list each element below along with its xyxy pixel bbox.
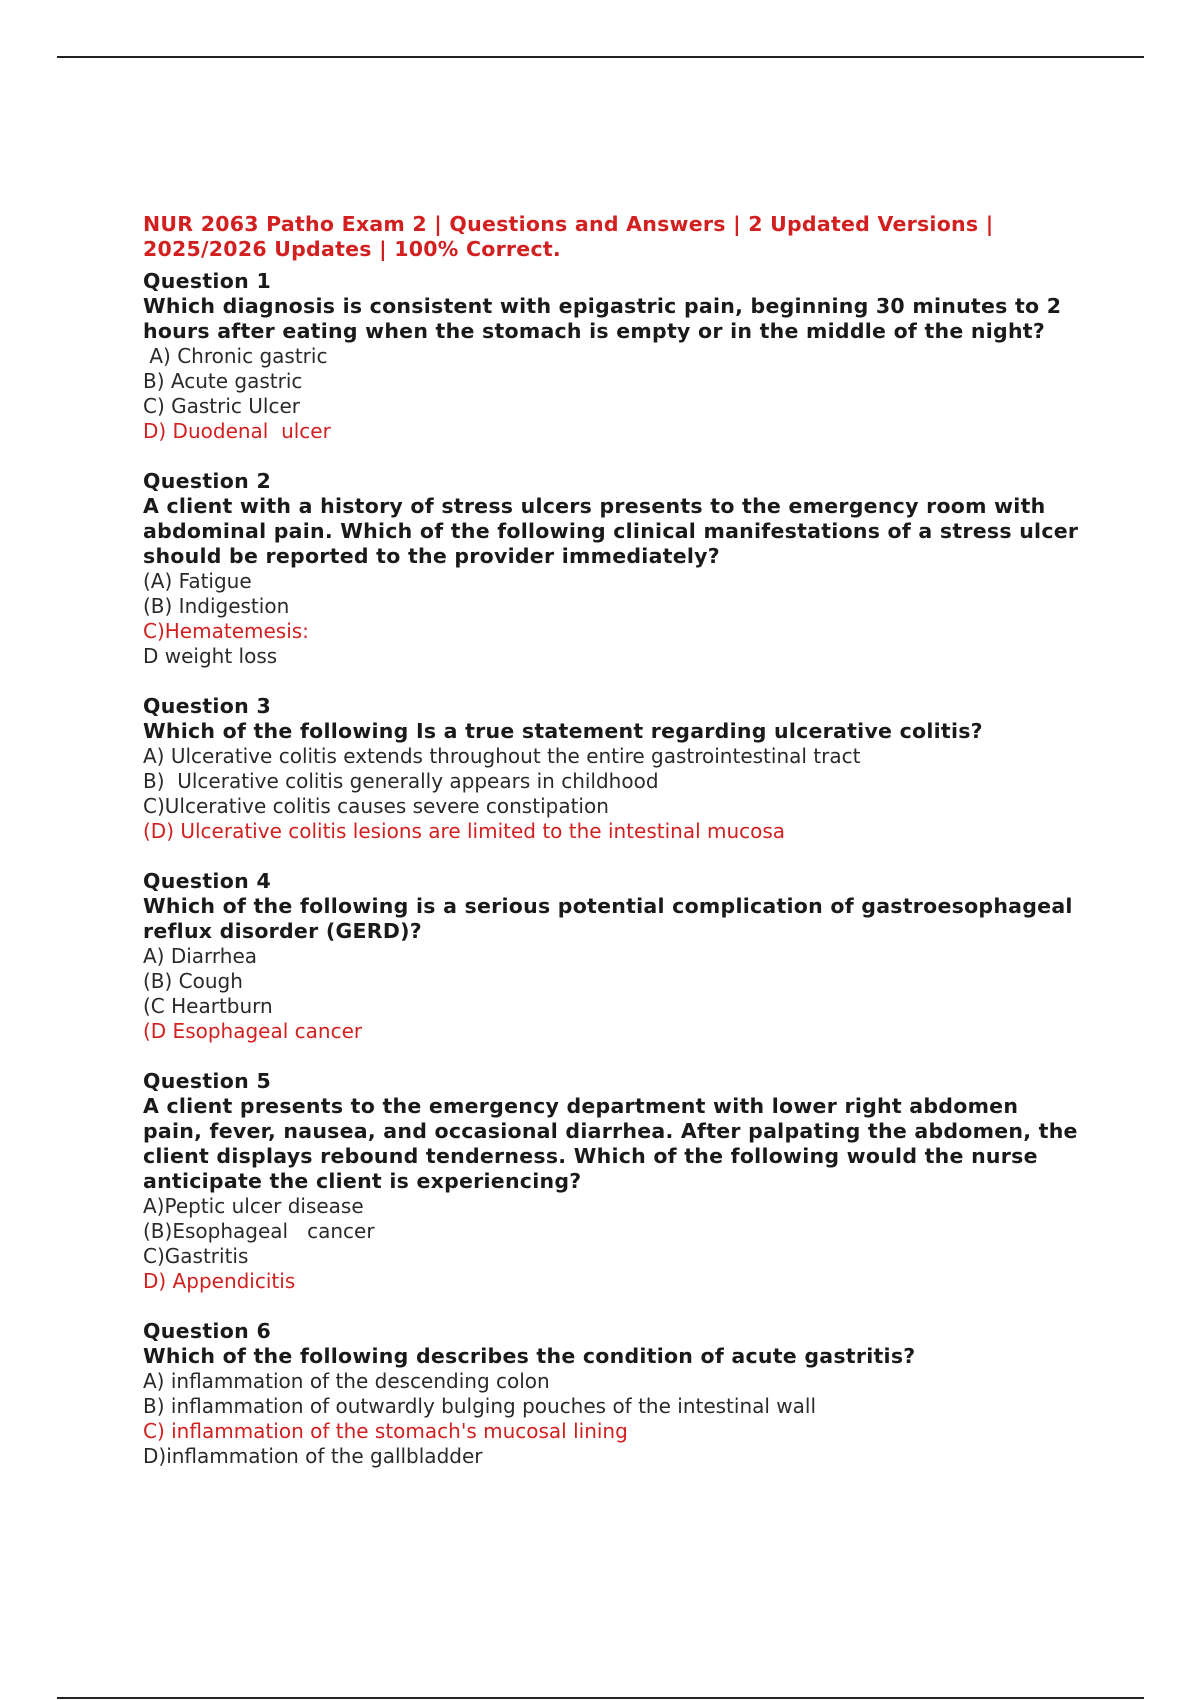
question-heading: Question 6 [143, 1319, 272, 1343]
question-text: Which of the following is a serious potential complication of gastroesophageal reflux disorder (GERD)? [143, 894, 1073, 943]
answer-options [143, 744, 1083, 844]
answer-option: D)inflammation of the gallbladder [143, 1444, 483, 1468]
answer-option: B) inflammation of outwardly bulging pouches of the intestinal wall [143, 1394, 817, 1418]
correct-answer-option: (D) Ulcerative colitis lesions are limited to the intestinal mucosa [143, 819, 786, 843]
answer-option: (B)Esophageal cancer [143, 1219, 375, 1243]
answer-option: B) Acute gastric [143, 369, 303, 393]
question-block-5 [143, 1069, 1083, 1294]
question-text: Which of the following describes the condition of acute gastritis? [143, 1344, 916, 1368]
spacer [143, 444, 1083, 469]
question-block-3 [143, 694, 1083, 844]
document-title: NUR 2063 Patho Exam 2 | Questions and Answers | 2 Updated Versions | 2025/2026 Updates | 100% Correct. [143, 212, 994, 261]
question-heading: Question 5 [143, 1069, 272, 1093]
correct-answer-option: D) Duodenal ulcer [143, 419, 331, 443]
question-block-1 [143, 269, 1083, 444]
question-block-4 [143, 869, 1083, 1044]
document-page [143, 212, 1083, 1469]
answer-option: A) inflammation of the descending colon [143, 1369, 550, 1393]
question-text: A client with a history of stress ulcers presents to the emergency room with abdominal pain. Which of the following clinical manifestations of a stress ulcer should be reported to the provider immediately? [143, 494, 1079, 568]
spacer [143, 844, 1083, 869]
answer-options [143, 569, 1083, 669]
question-text: Which diagnosis is consistent with epigastric pain, beginning 30 minutes to 2 hours after eating when the stomach is empty or in the middle of the night? [143, 294, 1062, 343]
answer-options [143, 1369, 1083, 1469]
answer-option: A) Chronic gastric [143, 344, 328, 368]
question-text: Which of the following Is a true statement regarding ulcerative colitis? [143, 719, 983, 743]
correct-answer-option: D) Appendicitis [143, 1269, 296, 1293]
answer-option: A)Peptic ulcer disease [143, 1194, 364, 1218]
answer-option: (C Heartburn [143, 994, 273, 1018]
answer-option: C) Gastric Ulcer [143, 394, 300, 418]
question-text: A client presents to the emergency department with lower right abdomen pain, fever, nausea, and occasional diarrhea. After palpating the abdomen, the client displays rebound tenderness. Which of the following would the nurse anticipate the client is experiencing? [143, 1094, 1078, 1193]
answer-option: (A) Fatigue [143, 569, 252, 593]
answer-options [143, 944, 1083, 1044]
spacer [143, 1294, 1083, 1319]
question-block-2 [143, 469, 1083, 669]
correct-answer-option: (D Esophageal cancer [143, 1019, 363, 1043]
question-heading: Question 1 [143, 269, 272, 293]
correct-answer-option: C) inflammation of the stomach's mucosal lining [143, 1419, 628, 1443]
answer-option: D weight loss [143, 644, 278, 668]
answer-options [143, 1194, 1083, 1294]
correct-answer-option: C)Hematemesis: [143, 619, 309, 643]
question-heading: Question 4 [143, 869, 272, 893]
answer-option: (B) Cough [143, 969, 243, 993]
spacer [143, 1044, 1083, 1069]
answer-options [143, 344, 1083, 444]
question-block-6 [143, 1319, 1083, 1469]
answer-option: A) Ulcerative colitis extends throughout the entire gastrointestinal tract [143, 744, 861, 768]
bottom-divider [57, 1697, 1144, 1699]
answer-option: C)Gastritis [143, 1244, 249, 1268]
question-heading: Question 2 [143, 469, 272, 493]
answer-option: B) Ulcerative colitis generally appears in childhood [143, 769, 659, 793]
question-heading: Question 3 [143, 694, 272, 718]
spacer [143, 669, 1083, 694]
answer-option: C)Ulcerative colitis causes severe constipation [143, 794, 609, 818]
top-divider [57, 56, 1144, 58]
answer-option: A) Diarrhea [143, 944, 258, 968]
answer-option: (B) Indigestion [143, 594, 290, 618]
